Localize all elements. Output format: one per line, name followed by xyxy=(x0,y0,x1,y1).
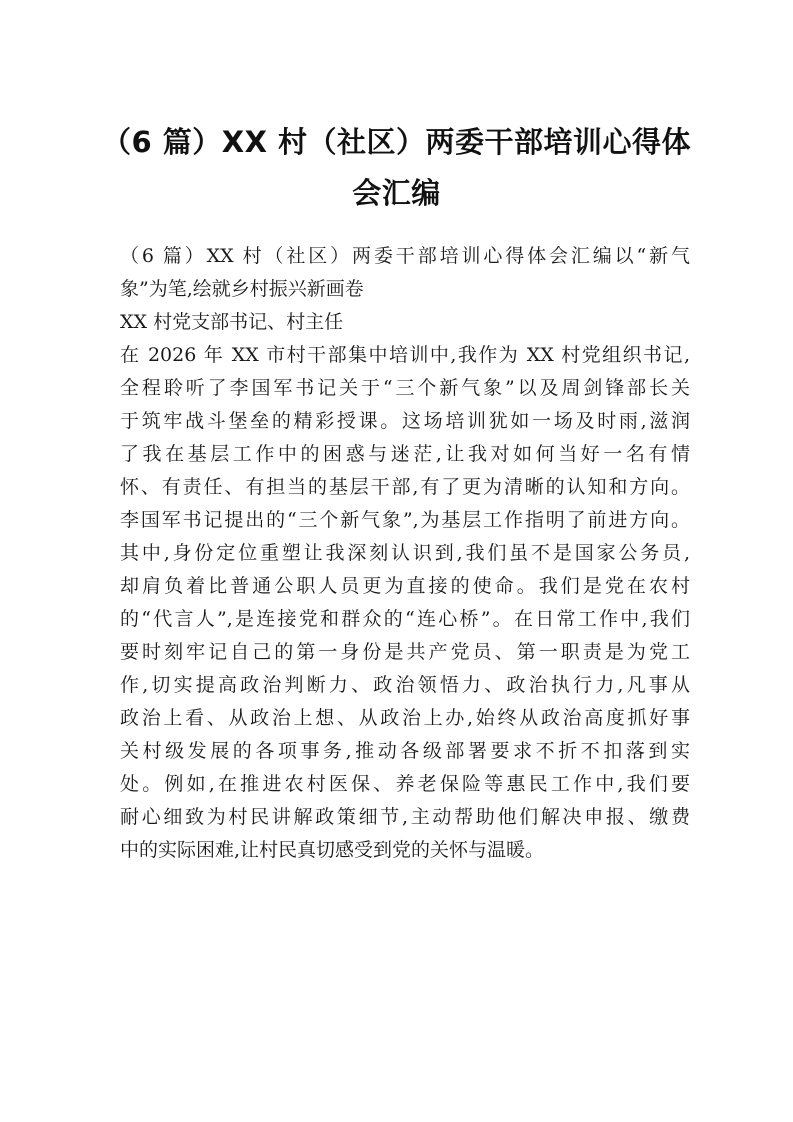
body-line: 象”为笔,绘就乡村振兴新画卷 xyxy=(120,278,364,300)
body-line: 要时刻牢记自己的第一身份是共产党员、第一职责是为党工 xyxy=(120,641,690,663)
body-line: 处。例如,在推进农村医保、养老保险等惠民工作中,我们要 xyxy=(120,773,690,795)
document-body xyxy=(120,240,690,867)
body-line: 的“代言人”,是连接党和群众的“连心桥”。在日常工作中,我们 xyxy=(120,608,690,630)
body-line: 了我在基层工作中的困惑与迷茫,让我对如何当好一名有情 xyxy=(120,443,690,465)
body-line: XX 村党支部书记、村主任 xyxy=(120,311,344,333)
body-line: 于筑牢战斗堡垒的精彩授课。这场培训犹如一场及时雨,滋润 xyxy=(120,410,690,432)
document-title-line-2: 会汇编 xyxy=(352,176,441,210)
body-line: 却肩负着比普通公职人员更为直接的使命。我们是党在农村 xyxy=(120,575,690,597)
body-line: 全程聆听了李国军书记关于“三个新气象”以及周剑锋部长关 xyxy=(120,377,690,399)
body-line: 政治上看、从政治上想、从政治上办,始终从政治高度抓好事 xyxy=(120,707,690,729)
body-line: 李国军书记提出的“三个新气象”,为基层工作指明了前进方向。 xyxy=(120,509,690,531)
body-line: 其中,身份定位重塑让我深刻认识到,我们虽不是国家公务员, xyxy=(120,542,690,564)
body-line: 在 2026 年 XX 市村干部集中培训中,我作为 XX 村党组织书记, xyxy=(120,344,690,366)
body-line: 关村级发展的各项事务,推动各级部署要求不折不扣落到实 xyxy=(120,740,690,762)
body-line: （6 篇）XX 村（社区）两委干部培训心得体会汇编以“新气 xyxy=(120,245,690,267)
document-title-line-1: （6 篇）XX 村（社区）两委干部培训心得体 xyxy=(101,125,692,159)
body-line: 中的实际困难,让村民真切感受到党的关怀与温暖。 xyxy=(120,839,545,861)
body-line: 耐心细致为村民讲解政策细节,主动帮助他们解决申报、缴费 xyxy=(120,806,690,828)
body-line: 作,切实提高政治判断力、政治领悟力、政治执行力,凡事从 xyxy=(120,674,690,696)
body-line: 怀、有责任、有担当的基层干部,有了更为清晰的认知和方向。 xyxy=(120,476,690,498)
